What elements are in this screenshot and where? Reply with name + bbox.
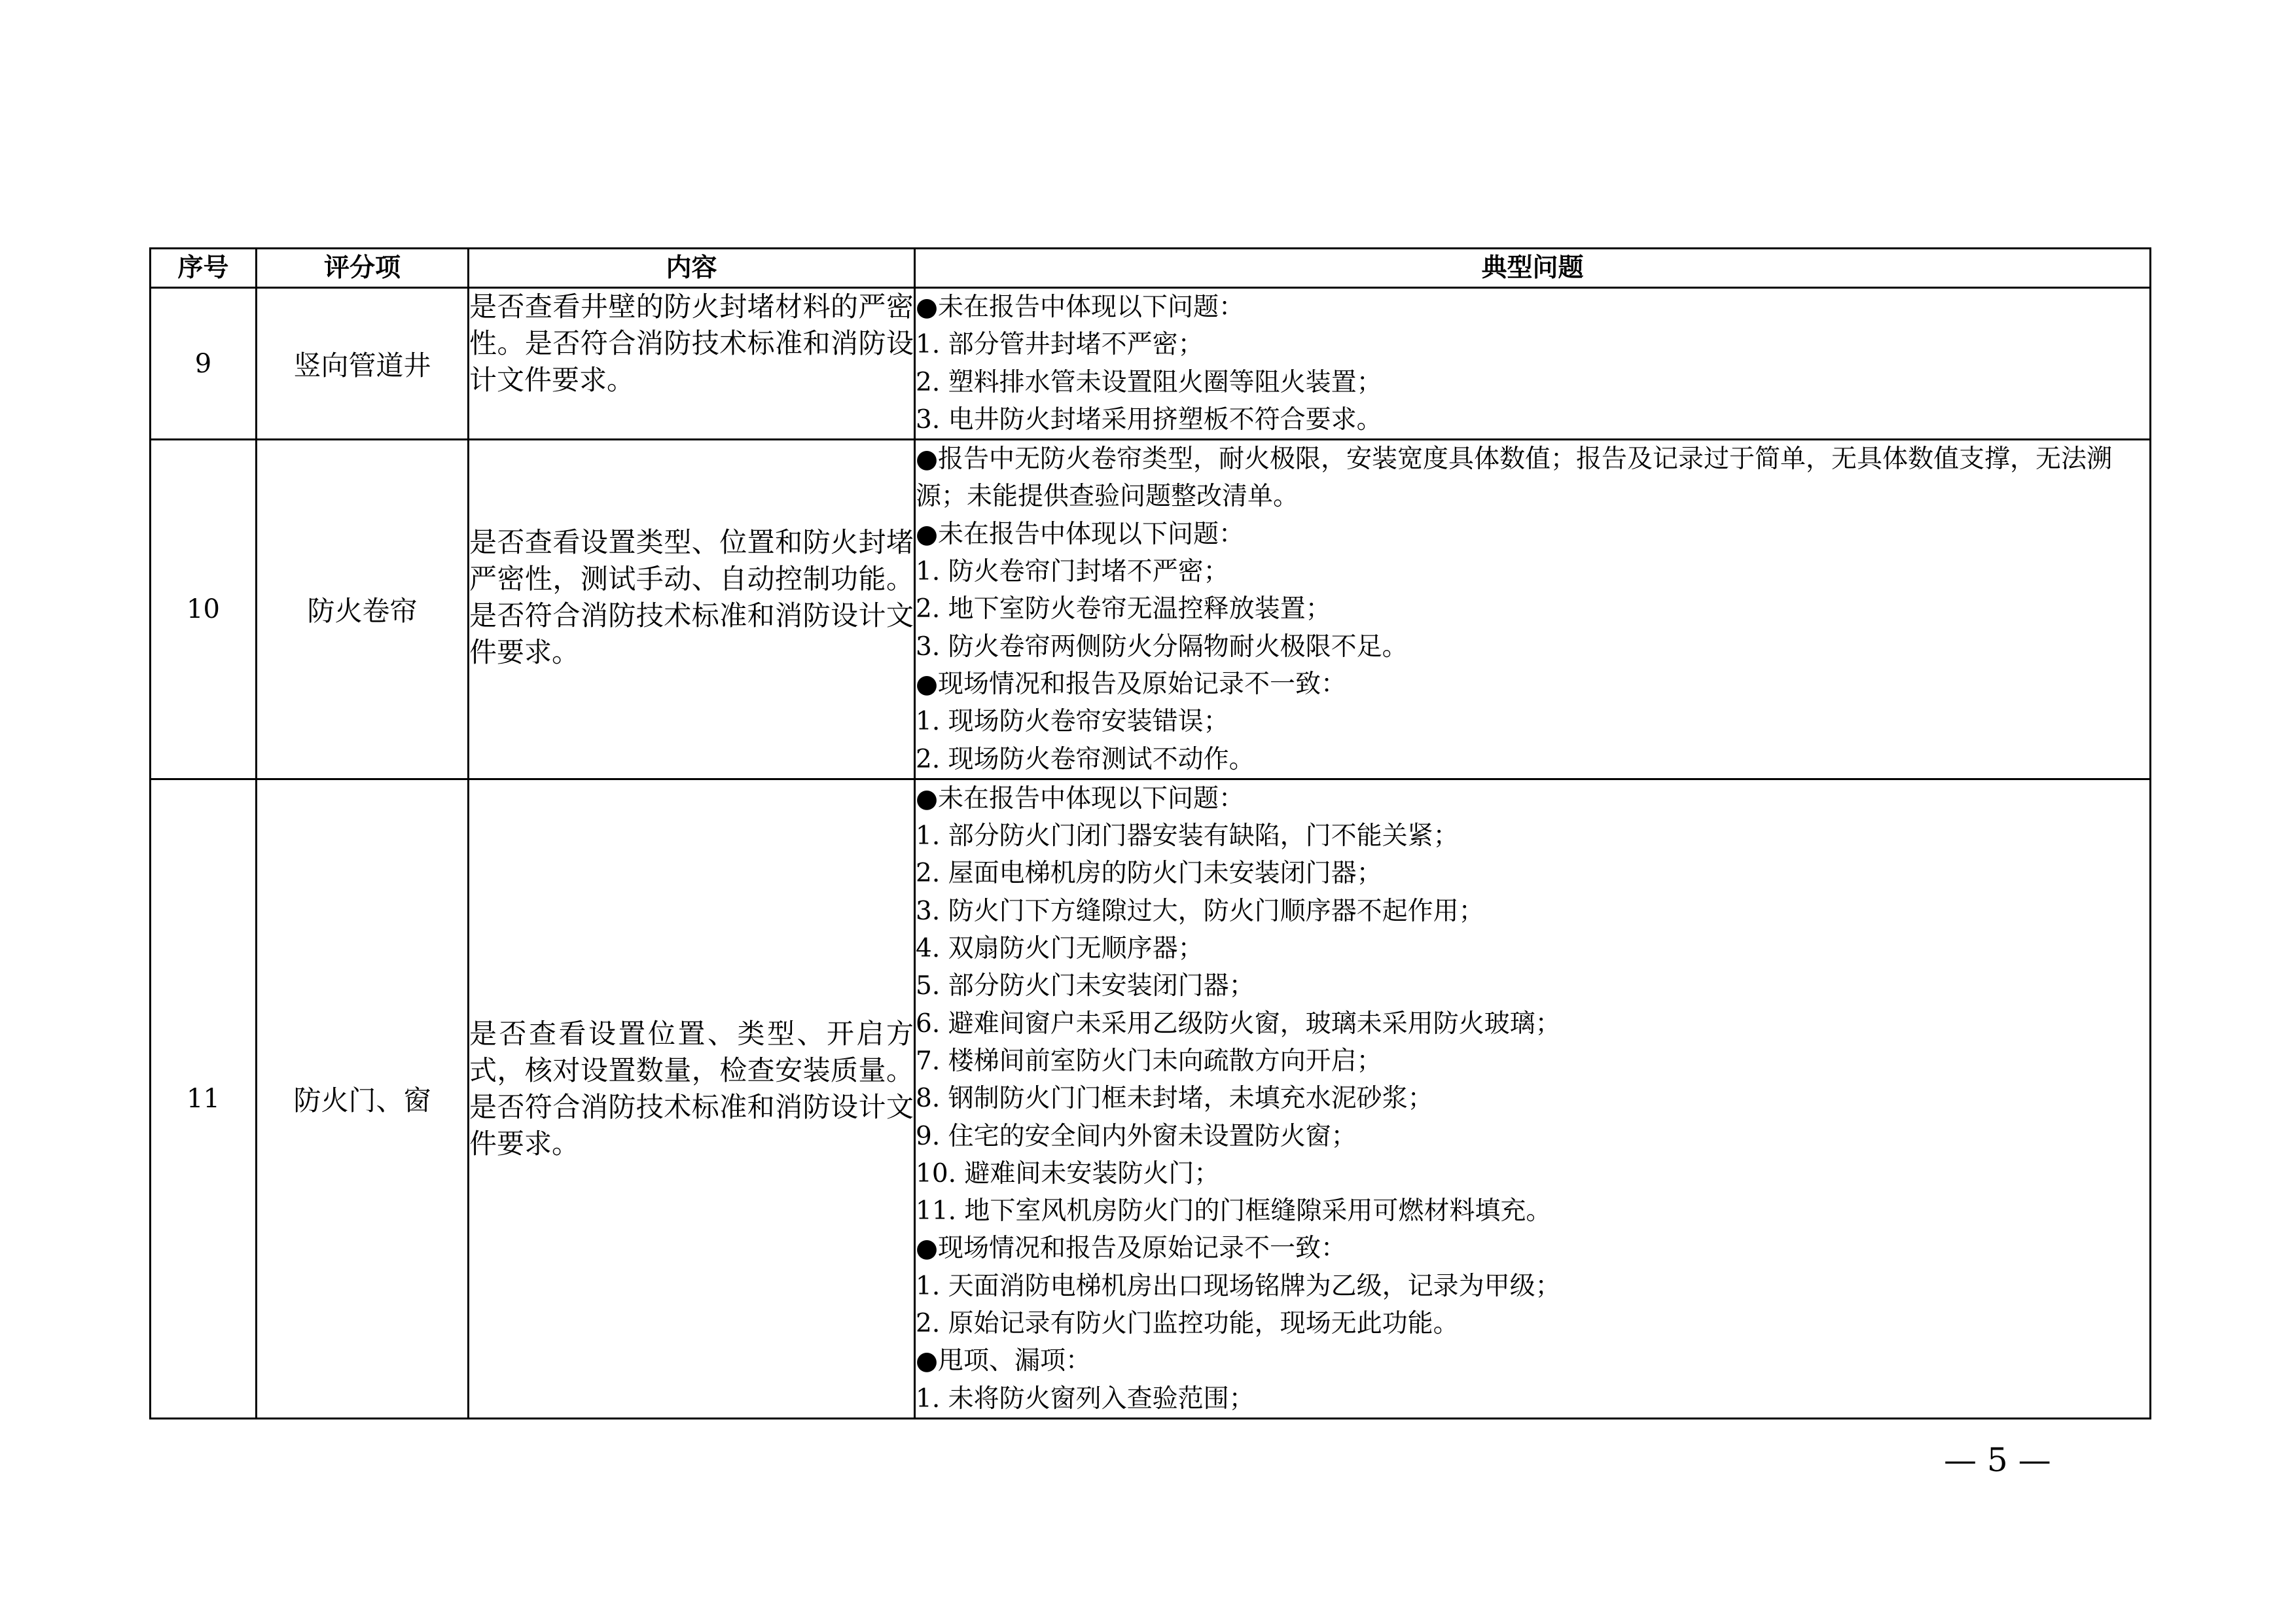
content-text: 是否查看井壁的防火封堵材料的严密性。是否符合消防技术标准和消防设计文件要求。 xyxy=(469,291,914,396)
row-scoring-item: 竖向管道井 xyxy=(257,288,469,440)
issue-line: ●报告中无防火卷帘类型，耐火极限，安装宽度具体数值；报告及记录过于简单，无具体数值支撑，无法溯源；未能提供查验问题整改清单。 xyxy=(916,444,2113,512)
issue-line: 2. 屋面电梯机房的防火门未安装闭门器； xyxy=(916,859,1382,889)
content-text: 是否查看设置位置、类型、开启方式，核对设置数量，检查安装质量。是否符合消防技术标准和消防设计文件要求。 xyxy=(469,1017,914,1160)
issue-line: 3. 防火卷帘两侧防火分隔物耐火极限不足。 xyxy=(916,632,1408,662)
issue-line: 5. 部分防火门未安装闭门器； xyxy=(916,971,1255,1001)
issue-line: 3. 防火门下方缝隙过大，防火门顺序器不起作用； xyxy=(916,896,1484,926)
page-number: — 5 — xyxy=(1944,1441,2051,1479)
issue-line: ●未在报告中体现以下问题： xyxy=(916,519,1245,549)
issue-line: 9. 住宅的安全间内外窗未设置防火窗； xyxy=(916,1121,1357,1151)
issue-line: 4. 双扇防火门无顺序器； xyxy=(916,934,1204,964)
content-text: 是否查看设置类型、位置和防火封堵严密性，测试手动、自动控制功能。是否符合消防技术标准和消防设计文件要求。 xyxy=(469,526,914,669)
issue-line: 11. 地下室风机房防火门的门框缝隙采用可燃材料填充。 xyxy=(916,1196,1552,1226)
row-content xyxy=(469,779,915,1418)
issue-line: ●现场情况和报告及原始记录不一致： xyxy=(916,669,1347,699)
header-scoring-item: 评分项 xyxy=(257,249,469,288)
issue-line: 2. 地下室防火卷帘无温控释放装置； xyxy=(916,594,1331,624)
issue-line: 1. 未将防火窗列入查验范围； xyxy=(916,1383,1255,1414)
issue-line: ●甩项、漏项： xyxy=(916,1346,1092,1376)
issue-line: 1. 防火卷帘门封堵不严密； xyxy=(916,557,1229,587)
issue-line: 2. 原始记录有防火门监控功能，现场无此功能。 xyxy=(916,1309,1459,1339)
issue-line: 10. 避难间未安装防火门； xyxy=(916,1158,1220,1188)
row-serial-number: 9 xyxy=(151,288,257,440)
issue-line: 6. 避难间窗户未采用乙级防火窗，玻璃未采用防火玻璃； xyxy=(916,1008,1561,1039)
header-content: 内容 xyxy=(469,249,915,288)
row-typical-issues xyxy=(915,779,2151,1418)
inspection-table xyxy=(149,247,2151,1419)
issue-line: 1. 部分管井封堵不严密； xyxy=(916,330,1204,360)
issue-line: 3. 电井防火封堵采用挤塑板不符合要求。 xyxy=(916,404,1382,435)
issue-line: ●未在报告中体现以下问题： xyxy=(916,293,1245,322)
issue-line: ●现场情况和报告及原始记录不一致： xyxy=(916,1234,1347,1264)
table-row xyxy=(151,288,2151,440)
table-row xyxy=(151,779,2151,1418)
issue-line: 2. 现场防火卷帘测试不动作。 xyxy=(916,744,1255,774)
issue-line: 1. 部分防火门闭门器安装有缺陷，门不能关紧； xyxy=(916,821,1459,851)
issue-line: 1. 天面消防电梯机房出口现场铭牌为乙级，记录为甲级； xyxy=(916,1271,1561,1301)
row-serial-number: 11 xyxy=(151,779,257,1418)
row-typical-issues xyxy=(915,288,2151,440)
row-typical-issues xyxy=(915,440,2151,779)
row-content xyxy=(469,288,915,440)
header-typical-issues: 典型问题 xyxy=(915,249,2151,288)
issue-line: ●未在报告中体现以下问题： xyxy=(916,783,1245,813)
row-content xyxy=(469,440,915,779)
header-serial-number: 序号 xyxy=(151,249,257,288)
issue-line: 1. 现场防火卷帘安装错误； xyxy=(916,707,1229,737)
issue-line: 8. 钢制防火门门框未封堵，未填充水泥砂浆； xyxy=(916,1084,1433,1114)
table-header-row xyxy=(151,249,2151,288)
issue-line: 2. 塑料排水管未设置阻火圈等阻火装置； xyxy=(916,367,1382,397)
row-scoring-item: 防火门、窗 xyxy=(257,779,469,1418)
row-scoring-item: 防火卷帘 xyxy=(257,440,469,779)
issue-line: 7. 楼梯间前室防火门未向疏散方向开启； xyxy=(916,1046,1382,1076)
table-row xyxy=(151,440,2151,779)
row-serial-number: 10 xyxy=(151,440,257,779)
